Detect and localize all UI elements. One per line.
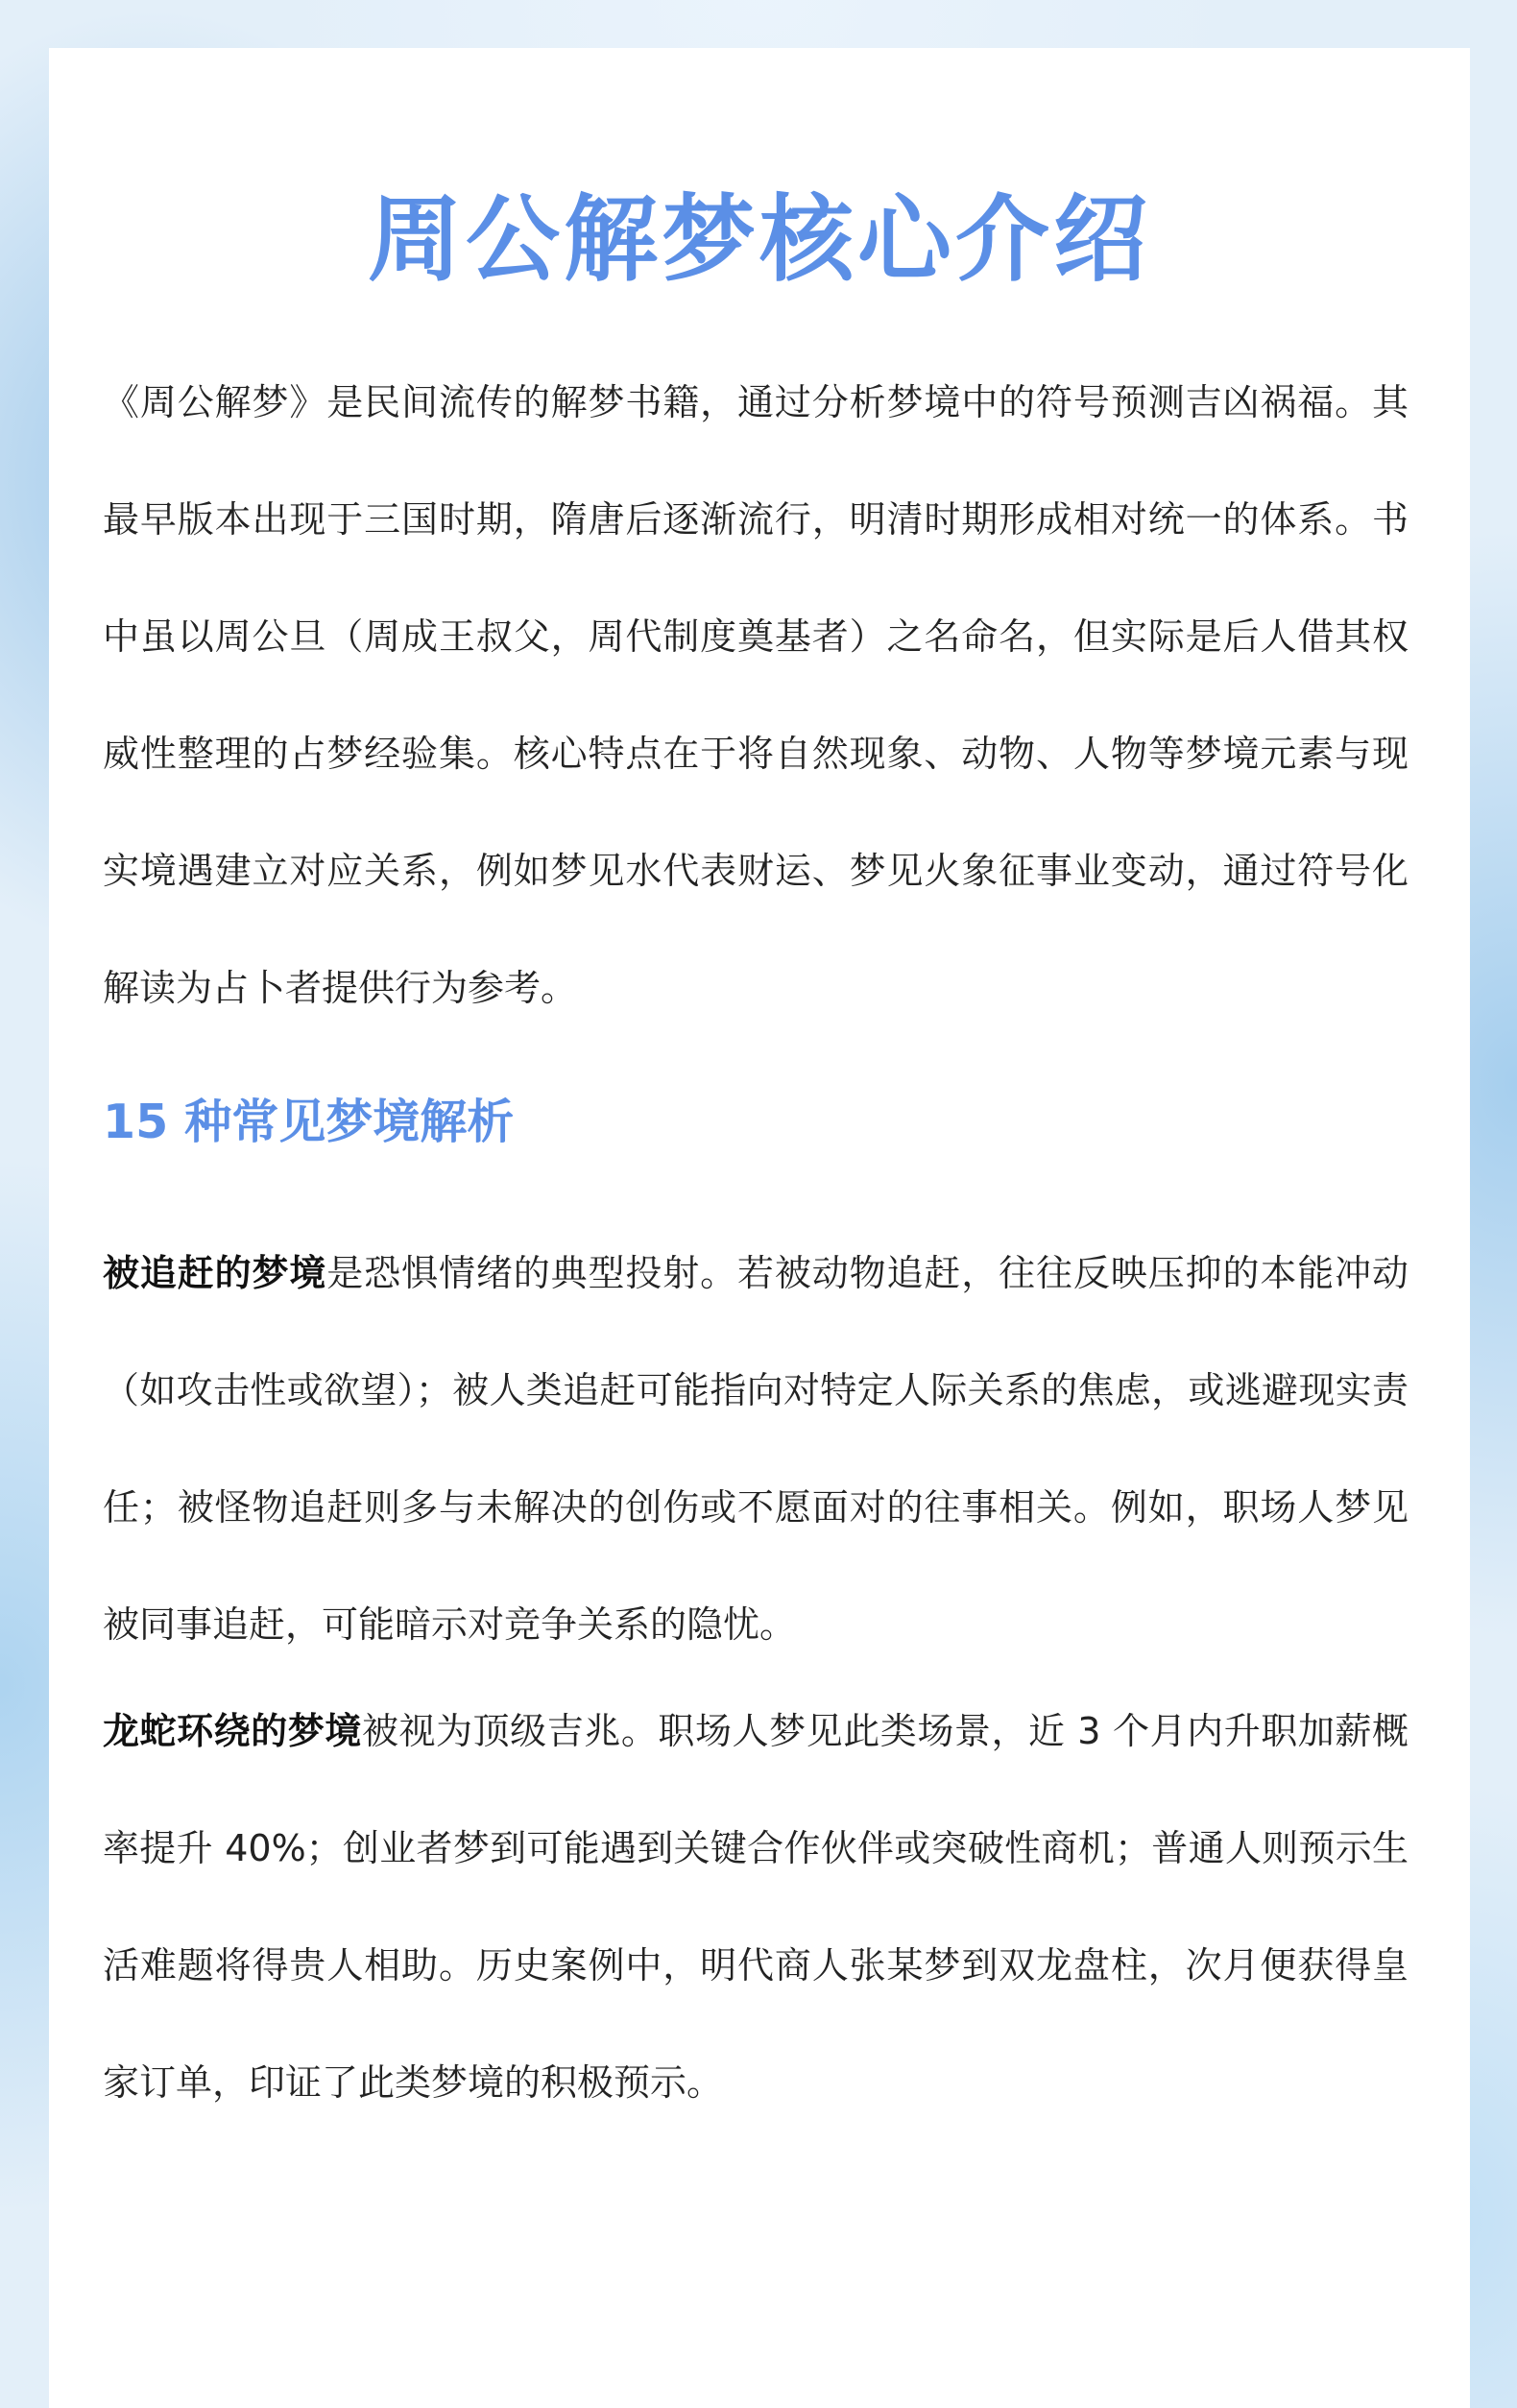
article-card <box>49 48 1470 2408</box>
dream-item-chased <box>103 1215 1409 1683</box>
dream-term: 被追赶的梦境 <box>103 1252 327 1294</box>
page-title: 周公解梦核心介绍 <box>367 185 1151 295</box>
section-heading: 15 种常见梦境解析 <box>103 1095 515 1149</box>
dream-term: 龙蛇环绕的梦境 <box>103 1710 362 1752</box>
dream-description: 被视为顶级吉兆。职场人梦见此类场景，近 3 个月内升职加薪概率提升 40%；创业者梦到可能遇到关键合作伙伴或突破性商机；普通人则预示生活难题将得贵人相助。历史案例中，明代商人张某梦到双龙盘柱，次月便获得皇家订单，印证了此类梦境的积极预示。 <box>103 1710 1409 2104</box>
intro-paragraph: 《周公解梦》是民间流传的解梦书籍，通过分析梦境中的符号预测吉凶祸福。其最早版本出现于三国时期，隋唐后逐渐流行，明清时期形成相对统一的体系。书中虽以周公旦（周成王叔父，周代制度奠基者）之名命名，但实际是后人借其权威性整理的占梦经验集。核心特点在于将自然现象、动物、人物等梦境元素与现实境遇建立对应关系，例如梦见水代表财运、梦见火象征事业变动，通过符号化解读为占卜者提供行为参考。 <box>103 381 1409 1009</box>
dream-description: 是恐惧情绪的典型投射。若被动物追赶，往往反映压抑的本能冲动（如攻击性或欲望）；被人类追赶可能指向对特定人际关系的焦虑，或逃避现实责任；被怪物追赶则多与未解决的创伤或不愿面对的往事相关。例如，职场人梦见被同事追赶，可能暗示对竞争关系的隐忧。 <box>103 1252 1409 1646</box>
dream-item-dragon-snake <box>103 1673 1409 2141</box>
